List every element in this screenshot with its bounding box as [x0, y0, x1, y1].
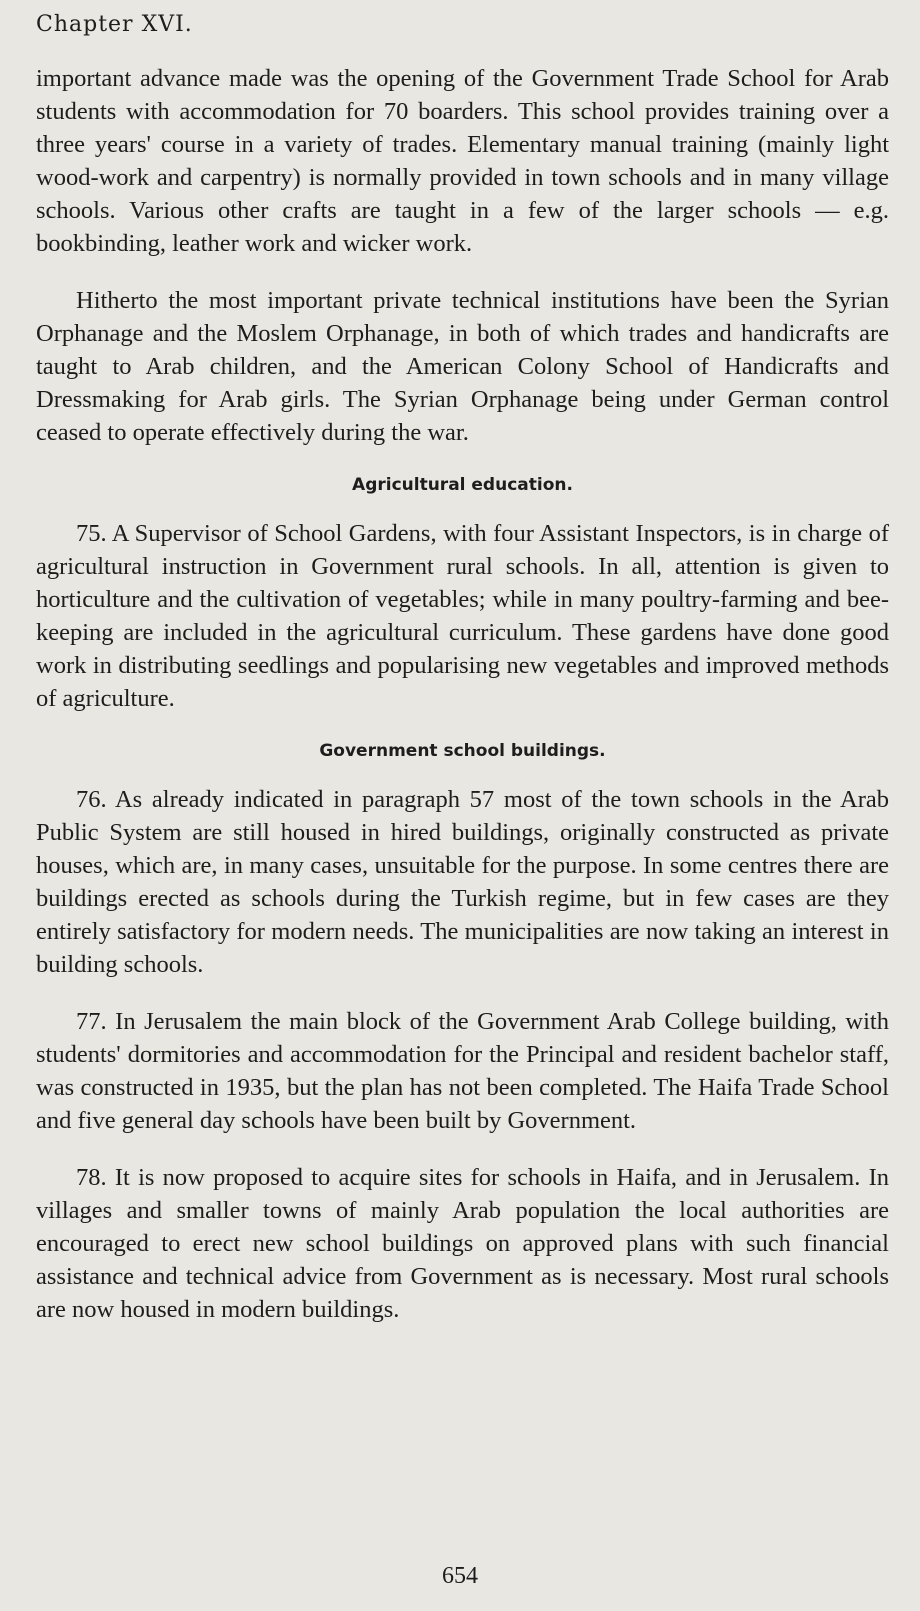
paragraph-continued: important advance made was the opening of the Government Trade School for Arab students with accommodation for 70 boarders. This school provides training over a three years' course in a variety of trades. Elementary manual training (mainly light wood-work and carpentry) is normally provided in town schools and in many village schools. Various other crafts are taught in a few of the larger schools — e.g. bookbinding, leather work and wicker work. — [36, 65, 889, 257]
page-number: 654 — [442, 1563, 478, 1589]
paragraph-78: 78. It is now proposed to acquire sites for schools in Haifa, and in Jerusalem. In villages and smaller towns of mainly Arab population the local authorities are encouraged to erect new school buildings on approved plans with such financial assistance and technical advice from Government as is necessary. Most rural schools are now housed in modern buildings. — [36, 1164, 889, 1323]
body-text — [36, 62, 889, 1350]
paragraph-private-institutions: Hitherto the most important private technical institutions have been the Syrian Orphanage and the Moslem Orphanage, in both of which trades and handicrafts are taught to Arab children, and the American Colony School of Handicrafts and Dressmaking for Arab girls. The Syrian Orphanage being under German control ceased to operate effectively during the war. — [36, 287, 889, 446]
paragraph-77: 77. In Jerusalem the main block of the Government Arab College building, with students' dormitories and accommodation for the Principal and resident bachelor staff, was constructed in 1935, but the plan has not been completed. The Haifa Trade School and five general day schools have been built by Government. — [36, 1008, 889, 1134]
section-heading-buildings: Government school buildings. — [319, 741, 606, 761]
section-heading-agricultural: Agricultural education. — [352, 475, 573, 495]
paragraph-75: 75. A Supervisor of School Gardens, with four Assistant Inspectors, is in charge of agricultural instruction in Government rural schools. In all, attention is given to horticulture and the cultivation of vegetables; while in many poultry-farming and bee-keeping are included in the agricultural curriculum. These gardens have done good work in distributing seedlings and popularising new vegetables and improved methods of agriculture. — [36, 520, 889, 712]
chapter-header: Chapter XVI. — [36, 12, 193, 37]
paragraph-76: 76. As already indicated in paragraph 57 most of the town schools in the Arab Public System are still housed in hired buildings, originally constructed as private houses, which are, in many cases, unsuitable for the purpose. In some centres there are buildings erected as schools during the Turkish regime, but in few cases are they entirely satisfactory for modern needs. The municipalities are now taking an interest in building schools. — [36, 786, 889, 978]
